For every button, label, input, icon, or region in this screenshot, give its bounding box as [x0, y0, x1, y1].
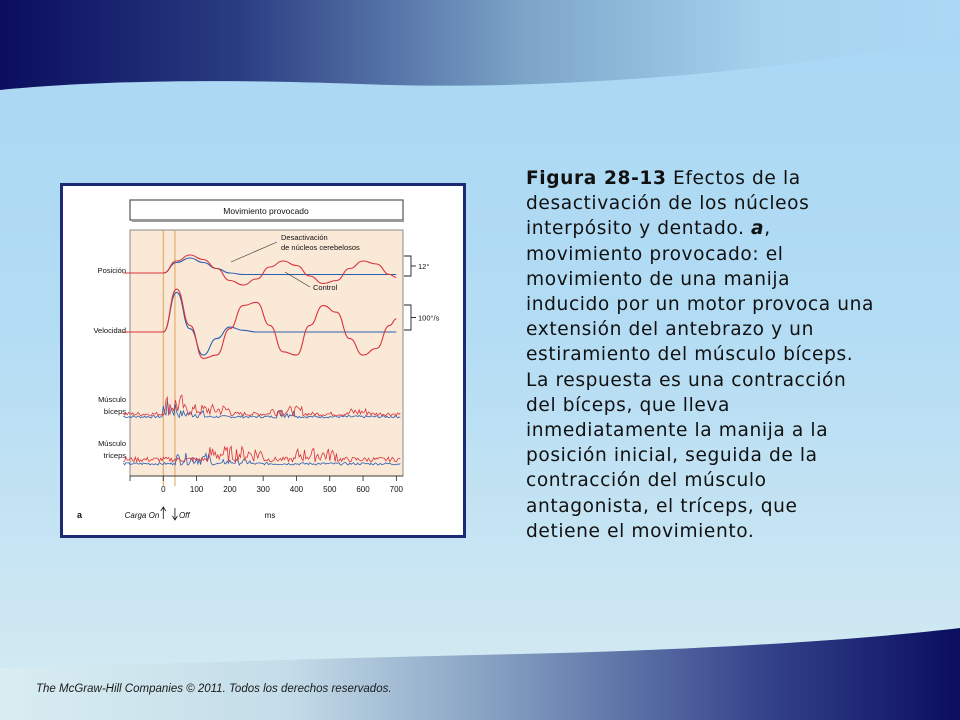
marker-label-on: Carga On — [124, 511, 160, 520]
caption-text-2: , movimiento provocado: el movimiento de una manija inducido por un motor provoca una extensión del antebrazo y un estiramiento del músculo bíceps. La respuesta es una contracción del bíceps, que lleva inmediatamente la manija a la posición inicial, seguida de la contracción del músculo antagonista, el tríceps, que detiene el movimiento. — [526, 218, 875, 542]
figure-label: Figura 28-13 — [526, 168, 667, 189]
x-tick-label: 200 — [223, 485, 237, 494]
marker-label-off: Off — [178, 511, 190, 520]
on-arrow — [161, 507, 166, 519]
x-tick-label: 400 — [289, 485, 304, 494]
panel-letter: a — [77, 510, 83, 520]
caption-text-1: Efectos de la desactivación de los núcleos interpósito y dentado. — [526, 168, 810, 240]
top-wave-band — [0, 0, 960, 90]
x-tick-label: 300 — [256, 485, 270, 494]
legend-control: Control — [313, 283, 338, 292]
off-arrow — [172, 508, 177, 520]
scale-bar-0 — [404, 256, 411, 276]
scale-bar-label: 12° — [418, 262, 430, 271]
row-label: bíceps — [103, 407, 126, 416]
row-label: Posición — [97, 266, 126, 275]
row-label: tríceps — [103, 451, 126, 460]
row-label: Músculo — [98, 439, 126, 448]
chart-title: Movimiento provocado — [223, 206, 309, 216]
x-tick-label: 700 — [389, 485, 404, 494]
x-tick-label: 0 — [161, 485, 166, 494]
figure-panel — [60, 183, 466, 538]
legend-deactivated-line1: Desactivación — [281, 233, 328, 242]
caption-panel-letter: a — [751, 218, 765, 240]
legend-deactivated-line2: de núcleos cerebelosos — [281, 243, 360, 252]
scale-bar-1 — [404, 305, 411, 330]
bottom-wave-band — [0, 628, 960, 720]
x-tick-label: 100 — [189, 485, 204, 494]
motor-response-chart — [63, 186, 463, 535]
scale-bar-label: 100°/s — [418, 313, 440, 323]
x-unit-label: ms — [264, 511, 276, 520]
row-label: Velocidad — [93, 326, 126, 335]
x-tick-label: 600 — [356, 485, 370, 494]
copyright-footer: The McGraw-Hill Companies © 2011. Todos los derechos reservados. — [36, 683, 392, 695]
x-tick-label: 500 — [323, 485, 337, 494]
row-label: Músculo — [98, 395, 126, 404]
figure-caption — [526, 166, 876, 544]
